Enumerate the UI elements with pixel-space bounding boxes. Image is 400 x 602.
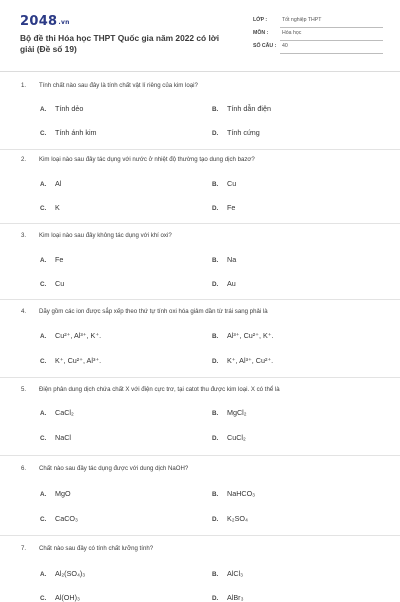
option-text: Cu bbox=[55, 279, 65, 288]
option-d[interactable] bbox=[212, 356, 273, 365]
option-text: Tính ánh kim bbox=[55, 128, 97, 137]
option-letter: C. bbox=[40, 516, 47, 523]
logo-suffix: .vn bbox=[58, 19, 70, 26]
option-letter: B. bbox=[212, 491, 219, 498]
question-divider bbox=[0, 535, 400, 536]
option-c[interactable] bbox=[40, 279, 64, 288]
question-stem: Kim loại nào sau đây tác dụng với nước ở nhiệt độ thường tạo dung dịch bazơ? bbox=[39, 156, 255, 163]
option-a[interactable] bbox=[40, 179, 61, 188]
option-b[interactable] bbox=[212, 255, 236, 264]
meta-row-mon bbox=[253, 28, 383, 41]
question-text bbox=[21, 156, 386, 163]
option-text: Fe bbox=[55, 255, 64, 264]
meta-value-mon: Hóa học bbox=[282, 30, 302, 36]
option-text: K₂SO₄ bbox=[227, 514, 248, 523]
option-text: Al(OH)₃ bbox=[55, 593, 80, 602]
option-b[interactable] bbox=[212, 408, 247, 417]
option-text: Al bbox=[55, 179, 62, 188]
option-c[interactable] bbox=[40, 203, 60, 212]
option-letter: D. bbox=[212, 205, 219, 212]
question-stem: Điện phân dung dịch chứa chất X với điện cực trơ, tại catot thu được kim loại. X có thể là bbox=[39, 386, 280, 393]
option-letter: A. bbox=[40, 571, 47, 578]
option-a[interactable] bbox=[40, 331, 101, 340]
question-stem: Dãy gồm các ion được sắp xếp theo thứ tự tính oxi hóa giảm dần từ trái sang phải là bbox=[39, 308, 268, 315]
option-a[interactable] bbox=[40, 408, 74, 417]
option-d[interactable] bbox=[212, 593, 244, 602]
option-letter: A. bbox=[40, 181, 47, 188]
option-b[interactable] bbox=[212, 569, 243, 578]
option-text: K⁺, Al³⁺, Cu²⁺. bbox=[227, 356, 274, 365]
question-divider bbox=[0, 223, 400, 224]
question-stem: Chất nào sau đây có tính chất lưỡng tính? bbox=[39, 545, 154, 552]
question-text bbox=[21, 82, 386, 89]
option-c[interactable] bbox=[40, 514, 78, 523]
option-letter: D. bbox=[212, 281, 219, 288]
option-letter: A. bbox=[40, 333, 47, 340]
option-letter: B. bbox=[212, 257, 219, 264]
option-c[interactable] bbox=[40, 593, 80, 602]
option-letter: A. bbox=[40, 491, 47, 498]
option-text: Au bbox=[227, 279, 236, 288]
option-letter: D. bbox=[212, 358, 219, 365]
question-text bbox=[21, 232, 386, 239]
site-logo[interactable] bbox=[20, 14, 70, 29]
option-text: AlBr₃ bbox=[227, 593, 244, 602]
option-c[interactable] bbox=[40, 128, 97, 137]
question-divider bbox=[0, 149, 400, 150]
option-letter: A. bbox=[40, 106, 47, 113]
meta-value-lop: Tốt nghiệp THPT bbox=[282, 17, 322, 23]
question-divider bbox=[0, 299, 400, 300]
question-stem: Tính chất nào sau đây là tính chất vật lí riêng của kim loại? bbox=[39, 82, 198, 89]
question-number: 2. bbox=[21, 156, 27, 163]
option-text: Al₂(SO₄)₃ bbox=[55, 569, 86, 578]
meta-label-socau: SỐ CÂU : bbox=[253, 43, 277, 49]
option-letter: D. bbox=[212, 435, 219, 442]
exam-meta bbox=[253, 15, 383, 54]
option-letter: D. bbox=[212, 516, 219, 523]
option-d[interactable] bbox=[212, 203, 235, 212]
meta-value-socau: 40 bbox=[282, 43, 288, 49]
option-c[interactable] bbox=[40, 433, 71, 442]
question-divider bbox=[0, 377, 400, 378]
option-letter: C. bbox=[40, 205, 47, 212]
option-text: Tính cứng bbox=[227, 128, 260, 137]
option-letter: B. bbox=[212, 106, 219, 113]
option-letter: C. bbox=[40, 435, 47, 442]
question-number: 7. bbox=[21, 545, 27, 552]
option-b[interactable] bbox=[212, 331, 274, 340]
option-a[interactable] bbox=[40, 104, 83, 113]
option-text: Cu bbox=[227, 179, 237, 188]
option-text: CuCl₂ bbox=[227, 433, 246, 442]
question-number: 1. bbox=[21, 82, 27, 89]
option-a[interactable] bbox=[40, 569, 85, 578]
header-divider bbox=[0, 71, 400, 72]
logo-text: 2048 bbox=[20, 14, 58, 29]
page-title: Bộ đề thi Hóa học THPT Quốc gia năm 2022 có lời giải (Đề số 19) bbox=[20, 33, 220, 54]
question-number: 5. bbox=[21, 386, 27, 393]
question-stem: Kim loại nào sau đây không tác dụng với khí oxi? bbox=[39, 232, 172, 239]
option-letter: B. bbox=[212, 181, 219, 188]
meta-row-lop bbox=[253, 15, 383, 28]
option-text: CaCO₃ bbox=[55, 514, 78, 523]
option-letter: B. bbox=[212, 571, 219, 578]
option-b[interactable] bbox=[212, 104, 271, 113]
meta-label-lop: LỚP : bbox=[253, 17, 268, 23]
question-number: 4. bbox=[21, 308, 27, 315]
meta-label-mon: MÔN : bbox=[253, 30, 269, 36]
question-stem: Chất nào sau đây tác dụng được với dung dịch NaOH? bbox=[39, 465, 189, 472]
option-c[interactable] bbox=[40, 356, 101, 365]
question-divider bbox=[0, 455, 400, 456]
option-text: Na bbox=[227, 255, 237, 264]
option-text: Al³⁺, Cu²⁺, K⁺. bbox=[227, 331, 274, 340]
option-letter: C. bbox=[40, 130, 47, 137]
meta-row-socau bbox=[253, 41, 383, 54]
question-text bbox=[21, 465, 386, 472]
option-text: Cu²⁺, Al³⁺, K⁺. bbox=[55, 331, 102, 340]
option-text: Tính dẻo bbox=[55, 104, 84, 113]
option-letter: C. bbox=[40, 281, 47, 288]
question-number: 3. bbox=[21, 232, 27, 239]
question-text bbox=[21, 308, 386, 315]
option-letter: D. bbox=[212, 595, 219, 602]
option-text: K bbox=[55, 203, 60, 212]
option-letter: C. bbox=[40, 595, 47, 602]
option-text: K⁺, Cu²⁺, Al³⁺. bbox=[55, 356, 102, 365]
option-text: MgCl₂ bbox=[227, 408, 247, 417]
option-b[interactable] bbox=[212, 489, 255, 498]
option-letter: B. bbox=[212, 410, 219, 417]
option-d[interactable] bbox=[212, 514, 248, 523]
option-d[interactable] bbox=[212, 433, 246, 442]
option-d[interactable] bbox=[212, 128, 260, 137]
option-text: AlCl₃ bbox=[227, 569, 244, 578]
option-text: Fe bbox=[227, 203, 236, 212]
option-text: MgO bbox=[55, 489, 71, 498]
option-letter: A. bbox=[40, 410, 47, 417]
option-text: CaCl₂ bbox=[55, 408, 74, 417]
option-letter: D. bbox=[212, 130, 219, 137]
option-letter: C. bbox=[40, 358, 47, 365]
option-letter: A. bbox=[40, 257, 47, 264]
option-a[interactable] bbox=[40, 489, 71, 498]
option-text: Tính dẫn điện bbox=[227, 104, 271, 113]
option-letter: B. bbox=[212, 333, 219, 340]
option-text: NaCl bbox=[55, 433, 71, 442]
option-text: NaHCO₃ bbox=[227, 489, 256, 498]
option-b[interactable] bbox=[212, 179, 236, 188]
meta-underline bbox=[280, 53, 383, 54]
question-text bbox=[21, 545, 386, 552]
option-a[interactable] bbox=[40, 255, 63, 264]
question-number: 6. bbox=[21, 465, 27, 472]
question-text bbox=[21, 386, 386, 393]
option-d[interactable] bbox=[212, 279, 236, 288]
